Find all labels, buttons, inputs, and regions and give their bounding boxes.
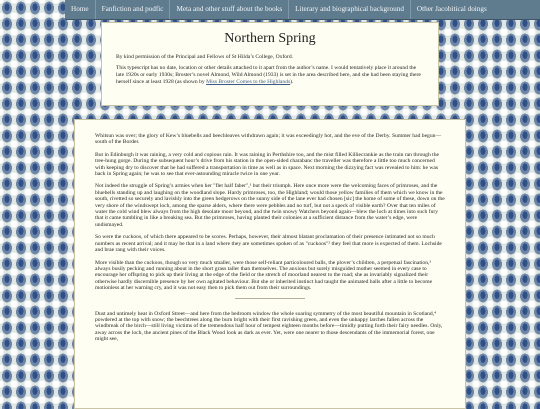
nav-jacobitical[interactable]: Other Jacobitical doings [416, 5, 487, 13]
nav-meta[interactable]: Meta and other stuff about the books [170, 0, 289, 19]
paragraph: But in Edinburgh it was raining, a very cold and copious rain. It was raining in Perthshire too, and the mist filled Killiecrankie as the train ran through the tree-hung gorge. During the subsequent hour’s drive from his station in the open-sided charabanc the traveller was therefore a little too much concerned with keeping dry to discover that he had suffered a transportation in time as well as in space. Next morning the dizzying fact was revealed to him: he was back in Spring again; he was to see that ever-astounding miracle twice in one year. [95, 151, 439, 178]
story-text [74, 119, 466, 409]
paragraph: Dust and untimely heat in Oxford Street—and here from the bedroom window the whole soaring symmetry of the most beautiful mountain in Scotland,⁴ powdered at the top with snow; the beechtrees along the burn bright with their first ravishing green, and even the unhappy larches fallen across the windbreak of the birch—still living victims of the tremendous half hour of tempest eighteen months before—timidly putting forth their fairy needles. Only, away across the loch, the ancient pines of the Black Wood look as dark as ever. Yet, were one nearer to those descendants of the immemorial forest, one might see, [95, 310, 443, 343]
nav-literary[interactable]: Literary and biographical background [289, 0, 411, 19]
nav-fanfiction[interactable]: Fanfiction and podfic [96, 0, 171, 19]
dating-note-text: This typescript has no date, location or other details attached to it apart from the author’s name. I would tentatively place it around the late 1920s or early 1930s; Broster’s novel Almond, Wild Almond (1933) is set in the area described here, and she had been staying there herself since at least 1928 (as shown by [116, 65, 421, 85]
dating-note-end: ). [290, 79, 294, 85]
section-divider [235, 298, 305, 299]
paragraph: More visible than the cuckoos, though so very much smaller, were those self-reliant particoloured balls, the plover’s children, a perpetual fascination,³ always busily pecking and running about in the short grass taller than themselves. The anxious but surely misguided mother seemed in every case to encourage her offspring to pick up their living at the edge of the field or the stretch of moorland nearest to the road; she as invariably signalized their otherwise hardly discernible presence by her own agitated behaviour. But she or inherited instinct had taught the animated balls after a little to become motionless at her warning cry, and it was not easy then to pick them out from their surroundings. [95, 259, 433, 292]
page-title: Northern Spring [224, 31, 316, 46]
nav-home[interactable]: Home [65, 0, 96, 19]
paragraph: So were the cuckoos, of which there appeared to be scores. Perhaps, however, their almost blatant proclamation of their presence intimated not so much numbers as recent arrival; and it may be that in a land where they are sometimes spoken of as "cuckoos"² they feel that more is expected of them. Lochside and brae rang with their voices. [95, 234, 442, 254]
header-card [101, 22, 439, 106]
permission-note: By kind permission of the Principal and Fellows of St Hilda’s College, Oxford. [116, 54, 294, 60]
paragraph: Whitsun was over; the glory of Kew’s bluebells and beechleaves withdrawn again; it was exceedingly hot, and the eve of the Derby. Summer had begun—south of the Border. [95, 133, 442, 146]
top-nav [65, 0, 540, 20]
paragraph: Not indeed the struggle of Spring’s armies when her "flet half faber",¹ but their triumph. Here once more were the welcoming faces of primroses, and the bluebells standing up and laughing on the woodland slope. Hardy primroses, too, the Highland; would those yellow families of them which we know in the south, rivetted so securely and lavishly into the green hedgerows on the sunny side of the lane ever had chosen [sic] the home of some of these, down on the very shore of the windswept loch, among the sparse alders, where there were pebbles and no turf, but not a speck of visible earth? Over that ten miles of water the cold wind blew always from the high desolate moor beyond, and the twin snowy Watchers beyond again—blew the loch at times into such fury that it came tumbling in like a breaking sea. But the primroses, having planted their colonies at a sufficient distance from the water’s edge, were undismayed. [95, 183, 445, 228]
broster-highlands-link[interactable]: Miss Broster Comes to the Highlands [206, 79, 291, 85]
dating-note [116, 65, 424, 86]
